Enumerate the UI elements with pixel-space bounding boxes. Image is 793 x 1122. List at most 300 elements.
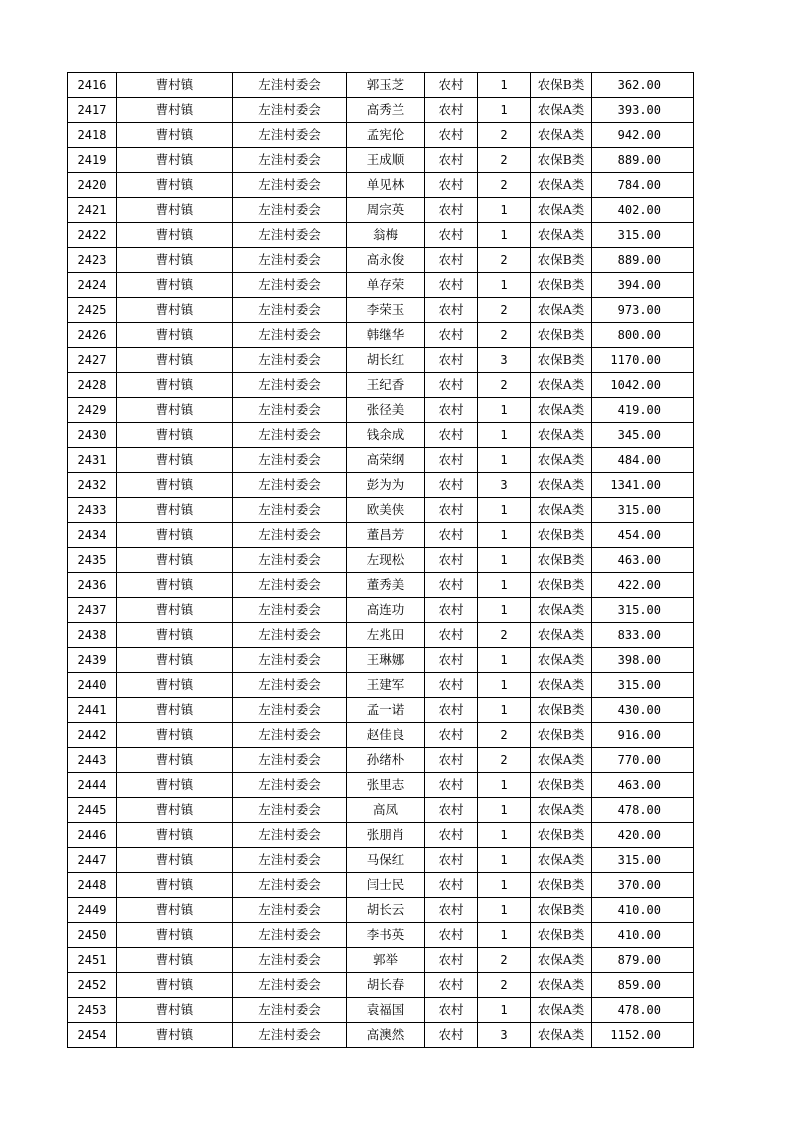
row-number-cell: 2434 <box>68 523 117 548</box>
area-type-cell: 农村 <box>425 673 478 698</box>
town-cell: 曹村镇 <box>117 748 233 773</box>
category-cell: 农保A类 <box>531 198 592 223</box>
village-committee-cell: 左洼村委会 <box>233 773 347 798</box>
name-cell: 王纪香 <box>347 373 425 398</box>
area-type-cell: 农村 <box>425 423 478 448</box>
allowance-table <box>67 72 694 1048</box>
category-cell: 农保A类 <box>531 848 592 873</box>
category-cell: 农保A类 <box>531 448 592 473</box>
household-size-cell: 3 <box>478 473 531 498</box>
area-type-cell: 农村 <box>425 73 478 98</box>
amount-cell: 859.00 <box>592 973 694 998</box>
area-type-cell: 农村 <box>425 123 478 148</box>
table-row <box>68 173 694 198</box>
name-cell: 欧美侠 <box>347 498 425 523</box>
area-type-cell: 农村 <box>425 448 478 473</box>
village-committee-cell: 左洼村委会 <box>233 923 347 948</box>
table-row <box>68 423 694 448</box>
area-type-cell: 农村 <box>425 598 478 623</box>
table-row <box>68 623 694 648</box>
name-cell: 高连功 <box>347 598 425 623</box>
row-number-cell: 2417 <box>68 98 117 123</box>
household-size-cell: 1 <box>478 523 531 548</box>
category-cell: 农保B类 <box>531 273 592 298</box>
village-committee-cell: 左洼村委会 <box>233 373 347 398</box>
name-cell: 高凤 <box>347 798 425 823</box>
area-type-cell: 农村 <box>425 798 478 823</box>
town-cell: 曹村镇 <box>117 973 233 998</box>
row-number-cell: 2439 <box>68 648 117 673</box>
name-cell: 李书英 <box>347 923 425 948</box>
amount-cell: 973.00 <box>592 298 694 323</box>
row-number-cell: 2442 <box>68 723 117 748</box>
amount-cell: 800.00 <box>592 323 694 348</box>
household-size-cell: 1 <box>478 998 531 1023</box>
category-cell: 农保B类 <box>531 873 592 898</box>
household-size-cell: 1 <box>478 773 531 798</box>
row-number-cell: 2444 <box>68 773 117 798</box>
amount-cell: 1170.00 <box>592 348 694 373</box>
village-committee-cell: 左洼村委会 <box>233 673 347 698</box>
table-row <box>68 123 694 148</box>
category-cell: 农保A类 <box>531 798 592 823</box>
village-committee-cell: 左洼村委会 <box>233 873 347 898</box>
name-cell: 董秀美 <box>347 573 425 598</box>
category-cell: 农保A类 <box>531 648 592 673</box>
area-type-cell: 农村 <box>425 723 478 748</box>
name-cell: 袁福国 <box>347 998 425 1023</box>
town-cell: 曹村镇 <box>117 348 233 373</box>
town-cell: 曹村镇 <box>117 798 233 823</box>
row-number-cell: 2428 <box>68 373 117 398</box>
name-cell: 李荣玉 <box>347 298 425 323</box>
name-cell: 郭玉芝 <box>347 73 425 98</box>
table-row <box>68 398 694 423</box>
table-row <box>68 273 694 298</box>
household-size-cell: 1 <box>478 398 531 423</box>
category-cell: 农保B类 <box>531 898 592 923</box>
area-type-cell: 农村 <box>425 298 478 323</box>
household-size-cell: 1 <box>478 923 531 948</box>
row-number-cell: 2433 <box>68 498 117 523</box>
table-row <box>68 198 694 223</box>
name-cell: 胡长云 <box>347 898 425 923</box>
household-size-cell: 2 <box>478 973 531 998</box>
town-cell: 曹村镇 <box>117 98 233 123</box>
category-cell: 农保B类 <box>531 348 592 373</box>
town-cell: 曹村镇 <box>117 898 233 923</box>
household-size-cell: 1 <box>478 98 531 123</box>
row-number-cell: 2450 <box>68 923 117 948</box>
amount-cell: 422.00 <box>592 573 694 598</box>
row-number-cell: 2449 <box>68 898 117 923</box>
area-type-cell: 农村 <box>425 573 478 598</box>
amount-cell: 315.00 <box>592 848 694 873</box>
village-committee-cell: 左洼村委会 <box>233 273 347 298</box>
village-committee-cell: 左洼村委会 <box>233 148 347 173</box>
area-type-cell: 农村 <box>425 273 478 298</box>
category-cell: 农保B类 <box>531 573 592 598</box>
household-size-cell: 2 <box>478 148 531 173</box>
household-size-cell: 1 <box>478 898 531 923</box>
town-cell: 曹村镇 <box>117 423 233 448</box>
town-cell: 曹村镇 <box>117 623 233 648</box>
category-cell: 农保B类 <box>531 548 592 573</box>
village-committee-cell: 左洼村委会 <box>233 548 347 573</box>
village-committee-cell: 左洼村委会 <box>233 898 347 923</box>
name-cell: 孙绪朴 <box>347 748 425 773</box>
category-cell: 农保A类 <box>531 623 592 648</box>
category-cell: 农保A类 <box>531 948 592 973</box>
name-cell: 王琳娜 <box>347 648 425 673</box>
category-cell: 农保A类 <box>531 398 592 423</box>
area-type-cell: 农村 <box>425 923 478 948</box>
category-cell: 农保A类 <box>531 598 592 623</box>
row-number-cell: 2438 <box>68 623 117 648</box>
category-cell: 农保B类 <box>531 148 592 173</box>
table-row <box>68 348 694 373</box>
table-row <box>68 248 694 273</box>
household-size-cell: 1 <box>478 648 531 673</box>
row-number-cell: 2447 <box>68 848 117 873</box>
village-committee-cell: 左洼村委会 <box>233 323 347 348</box>
town-cell: 曹村镇 <box>117 448 233 473</box>
amount-cell: 402.00 <box>592 198 694 223</box>
town-cell: 曹村镇 <box>117 123 233 148</box>
area-type-cell: 农村 <box>425 698 478 723</box>
area-type-cell: 农村 <box>425 348 478 373</box>
amount-cell: 430.00 <box>592 698 694 723</box>
household-size-cell: 2 <box>478 748 531 773</box>
category-cell: 农保B类 <box>531 723 592 748</box>
table-row <box>68 473 694 498</box>
table-row <box>68 98 694 123</box>
table-row <box>68 873 694 898</box>
town-cell: 曹村镇 <box>117 948 233 973</box>
row-number-cell: 2418 <box>68 123 117 148</box>
category-cell: 农保A类 <box>531 998 592 1023</box>
amount-cell: 454.00 <box>592 523 694 548</box>
village-committee-cell: 左洼村委会 <box>233 848 347 873</box>
name-cell: 王建军 <box>347 673 425 698</box>
area-type-cell: 农村 <box>425 148 478 173</box>
town-cell: 曹村镇 <box>117 398 233 423</box>
category-cell: 农保A类 <box>531 748 592 773</box>
amount-cell: 942.00 <box>592 123 694 148</box>
area-type-cell: 农村 <box>425 898 478 923</box>
amount-cell: 478.00 <box>592 998 694 1023</box>
name-cell: 彭为为 <box>347 473 425 498</box>
village-committee-cell: 左洼村委会 <box>233 423 347 448</box>
household-size-cell: 1 <box>478 673 531 698</box>
name-cell: 张里志 <box>347 773 425 798</box>
row-number-cell: 2427 <box>68 348 117 373</box>
name-cell: 高荣纲 <box>347 448 425 473</box>
amount-cell: 394.00 <box>592 273 694 298</box>
town-cell: 曹村镇 <box>117 773 233 798</box>
village-committee-cell: 左洼村委会 <box>233 198 347 223</box>
town-cell: 曹村镇 <box>117 573 233 598</box>
category-cell: 农保A类 <box>531 473 592 498</box>
amount-cell: 1042.00 <box>592 373 694 398</box>
name-cell: 高澳然 <box>347 1023 425 1048</box>
household-size-cell: 2 <box>478 173 531 198</box>
village-committee-cell: 左洼村委会 <box>233 598 347 623</box>
village-committee-cell: 左洼村委会 <box>233 623 347 648</box>
area-type-cell: 农村 <box>425 748 478 773</box>
table-row <box>68 498 694 523</box>
table-row <box>68 923 694 948</box>
row-number-cell: 2448 <box>68 873 117 898</box>
area-type-cell: 农村 <box>425 223 478 248</box>
village-committee-cell: 左洼村委会 <box>233 173 347 198</box>
name-cell: 翁梅 <box>347 223 425 248</box>
area-type-cell: 农村 <box>425 373 478 398</box>
village-committee-cell: 左洼村委会 <box>233 498 347 523</box>
row-number-cell: 2435 <box>68 548 117 573</box>
table-row <box>68 148 694 173</box>
row-number-cell: 2445 <box>68 798 117 823</box>
town-cell: 曹村镇 <box>117 473 233 498</box>
row-number-cell: 2452 <box>68 973 117 998</box>
village-committee-cell: 左洼村委会 <box>233 523 347 548</box>
area-type-cell: 农村 <box>425 773 478 798</box>
area-type-cell: 农村 <box>425 848 478 873</box>
table-row <box>68 598 694 623</box>
area-type-cell: 农村 <box>425 198 478 223</box>
row-number-cell: 2454 <box>68 1023 117 1048</box>
table-row <box>68 773 694 798</box>
table-row <box>68 373 694 398</box>
row-number-cell: 2424 <box>68 273 117 298</box>
table-row <box>68 823 694 848</box>
amount-cell: 315.00 <box>592 673 694 698</box>
amount-cell: 420.00 <box>592 823 694 848</box>
name-cell: 王成顺 <box>347 148 425 173</box>
row-number-cell: 2453 <box>68 998 117 1023</box>
household-size-cell: 1 <box>478 448 531 473</box>
amount-cell: 478.00 <box>592 798 694 823</box>
town-cell: 曹村镇 <box>117 648 233 673</box>
amount-cell: 463.00 <box>592 548 694 573</box>
village-committee-cell: 左洼村委会 <box>233 573 347 598</box>
household-size-cell: 1 <box>478 798 531 823</box>
table-row <box>68 748 694 773</box>
amount-cell: 419.00 <box>592 398 694 423</box>
category-cell: 农保A类 <box>531 173 592 198</box>
household-size-cell: 1 <box>478 823 531 848</box>
area-type-cell: 农村 <box>425 998 478 1023</box>
row-number-cell: 2440 <box>68 673 117 698</box>
household-size-cell: 2 <box>478 323 531 348</box>
table-row <box>68 723 694 748</box>
household-size-cell: 1 <box>478 698 531 723</box>
household-size-cell: 2 <box>478 123 531 148</box>
household-size-cell: 1 <box>478 273 531 298</box>
household-size-cell: 3 <box>478 348 531 373</box>
amount-cell: 398.00 <box>592 648 694 673</box>
row-number-cell: 2443 <box>68 748 117 773</box>
name-cell: 马保红 <box>347 848 425 873</box>
name-cell: 钱余成 <box>347 423 425 448</box>
town-cell: 曹村镇 <box>117 373 233 398</box>
row-number-cell: 2430 <box>68 423 117 448</box>
village-committee-cell: 左洼村委会 <box>233 798 347 823</box>
town-cell: 曹村镇 <box>117 148 233 173</box>
row-number-cell: 2437 <box>68 598 117 623</box>
town-cell: 曹村镇 <box>117 1023 233 1048</box>
category-cell: 农保A类 <box>531 973 592 998</box>
area-type-cell: 农村 <box>425 973 478 998</box>
household-size-cell: 1 <box>478 573 531 598</box>
town-cell: 曹村镇 <box>117 198 233 223</box>
household-size-cell: 2 <box>478 623 531 648</box>
table-row <box>68 73 694 98</box>
amount-cell: 410.00 <box>592 923 694 948</box>
row-number-cell: 2422 <box>68 223 117 248</box>
amount-cell: 463.00 <box>592 773 694 798</box>
category-cell: 农保A类 <box>531 298 592 323</box>
category-cell: 农保B类 <box>531 523 592 548</box>
row-number-cell: 2432 <box>68 473 117 498</box>
row-number-cell: 2421 <box>68 198 117 223</box>
town-cell: 曹村镇 <box>117 223 233 248</box>
name-cell: 左现松 <box>347 548 425 573</box>
town-cell: 曹村镇 <box>117 698 233 723</box>
amount-cell: 362.00 <box>592 73 694 98</box>
town-cell: 曹村镇 <box>117 273 233 298</box>
town-cell: 曹村镇 <box>117 723 233 748</box>
name-cell: 胡长春 <box>347 973 425 998</box>
table-row <box>68 698 694 723</box>
area-type-cell: 农村 <box>425 648 478 673</box>
name-cell: 赵佳良 <box>347 723 425 748</box>
table-row <box>68 223 694 248</box>
household-size-cell: 1 <box>478 198 531 223</box>
village-committee-cell: 左洼村委会 <box>233 1023 347 1048</box>
name-cell: 孟一诺 <box>347 698 425 723</box>
town-cell: 曹村镇 <box>117 598 233 623</box>
village-committee-cell: 左洼村委会 <box>233 698 347 723</box>
name-cell: 张朋肖 <box>347 823 425 848</box>
village-committee-cell: 左洼村委会 <box>233 723 347 748</box>
village-committee-cell: 左洼村委会 <box>233 998 347 1023</box>
row-number-cell: 2446 <box>68 823 117 848</box>
name-cell: 孟宪伦 <box>347 123 425 148</box>
category-cell: 农保A类 <box>531 373 592 398</box>
area-type-cell: 农村 <box>425 948 478 973</box>
amount-cell: 315.00 <box>592 598 694 623</box>
amount-cell: 393.00 <box>592 98 694 123</box>
amount-cell: 916.00 <box>592 723 694 748</box>
category-cell: 农保B类 <box>531 248 592 273</box>
village-committee-cell: 左洼村委会 <box>233 448 347 473</box>
row-number-cell: 2425 <box>68 298 117 323</box>
area-type-cell: 农村 <box>425 498 478 523</box>
town-cell: 曹村镇 <box>117 498 233 523</box>
name-cell: 郭举 <box>347 948 425 973</box>
name-cell: 单见林 <box>347 173 425 198</box>
table-row <box>68 1023 694 1048</box>
area-type-cell: 农村 <box>425 398 478 423</box>
name-cell: 高永俊 <box>347 248 425 273</box>
row-number-cell: 2419 <box>68 148 117 173</box>
amount-cell: 889.00 <box>592 248 694 273</box>
town-cell: 曹村镇 <box>117 523 233 548</box>
table-row <box>68 673 694 698</box>
household-size-cell: 2 <box>478 723 531 748</box>
category-cell: 农保B类 <box>531 923 592 948</box>
table-row <box>68 948 694 973</box>
village-committee-cell: 左洼村委会 <box>233 98 347 123</box>
amount-cell: 410.00 <box>592 898 694 923</box>
name-cell: 周宗英 <box>347 198 425 223</box>
household-size-cell: 1 <box>478 498 531 523</box>
row-number-cell: 2451 <box>68 948 117 973</box>
category-cell: 农保A类 <box>531 423 592 448</box>
row-number-cell: 2420 <box>68 173 117 198</box>
area-type-cell: 农村 <box>425 548 478 573</box>
name-cell: 韩继华 <box>347 323 425 348</box>
household-size-cell: 1 <box>478 873 531 898</box>
household-size-cell: 2 <box>478 373 531 398</box>
name-cell: 闫士民 <box>347 873 425 898</box>
area-type-cell: 农村 <box>425 823 478 848</box>
amount-cell: 784.00 <box>592 173 694 198</box>
household-size-cell: 3 <box>478 1023 531 1048</box>
village-committee-cell: 左洼村委会 <box>233 648 347 673</box>
table-row <box>68 648 694 673</box>
village-committee-cell: 左洼村委会 <box>233 973 347 998</box>
village-committee-cell: 左洼村委会 <box>233 948 347 973</box>
area-type-cell: 农村 <box>425 98 478 123</box>
table-row <box>68 448 694 473</box>
household-size-cell: 1 <box>478 848 531 873</box>
village-committee-cell: 左洼村委会 <box>233 73 347 98</box>
category-cell: 农保B类 <box>531 73 592 98</box>
household-size-cell: 2 <box>478 248 531 273</box>
amount-cell: 889.00 <box>592 148 694 173</box>
category-cell: 农保B类 <box>531 698 592 723</box>
table-row <box>68 973 694 998</box>
area-type-cell: 农村 <box>425 248 478 273</box>
town-cell: 曹村镇 <box>117 548 233 573</box>
town-cell: 曹村镇 <box>117 73 233 98</box>
area-type-cell: 农村 <box>425 323 478 348</box>
name-cell: 高秀兰 <box>347 98 425 123</box>
table-row <box>68 898 694 923</box>
table-row <box>68 573 694 598</box>
area-type-cell: 农村 <box>425 623 478 648</box>
town-cell: 曹村镇 <box>117 998 233 1023</box>
town-cell: 曹村镇 <box>117 173 233 198</box>
table-row <box>68 848 694 873</box>
household-size-cell: 2 <box>478 948 531 973</box>
amount-cell: 1341.00 <box>592 473 694 498</box>
category-cell: 农保A类 <box>531 1023 592 1048</box>
amount-cell: 370.00 <box>592 873 694 898</box>
row-number-cell: 2423 <box>68 248 117 273</box>
row-number-cell: 2429 <box>68 398 117 423</box>
town-cell: 曹村镇 <box>117 673 233 698</box>
category-cell: 农保A类 <box>531 223 592 248</box>
village-committee-cell: 左洼村委会 <box>233 123 347 148</box>
table-row <box>68 998 694 1023</box>
name-cell: 张径美 <box>347 398 425 423</box>
row-number-cell: 2441 <box>68 698 117 723</box>
name-cell: 左兆田 <box>347 623 425 648</box>
category-cell: 农保A类 <box>531 498 592 523</box>
